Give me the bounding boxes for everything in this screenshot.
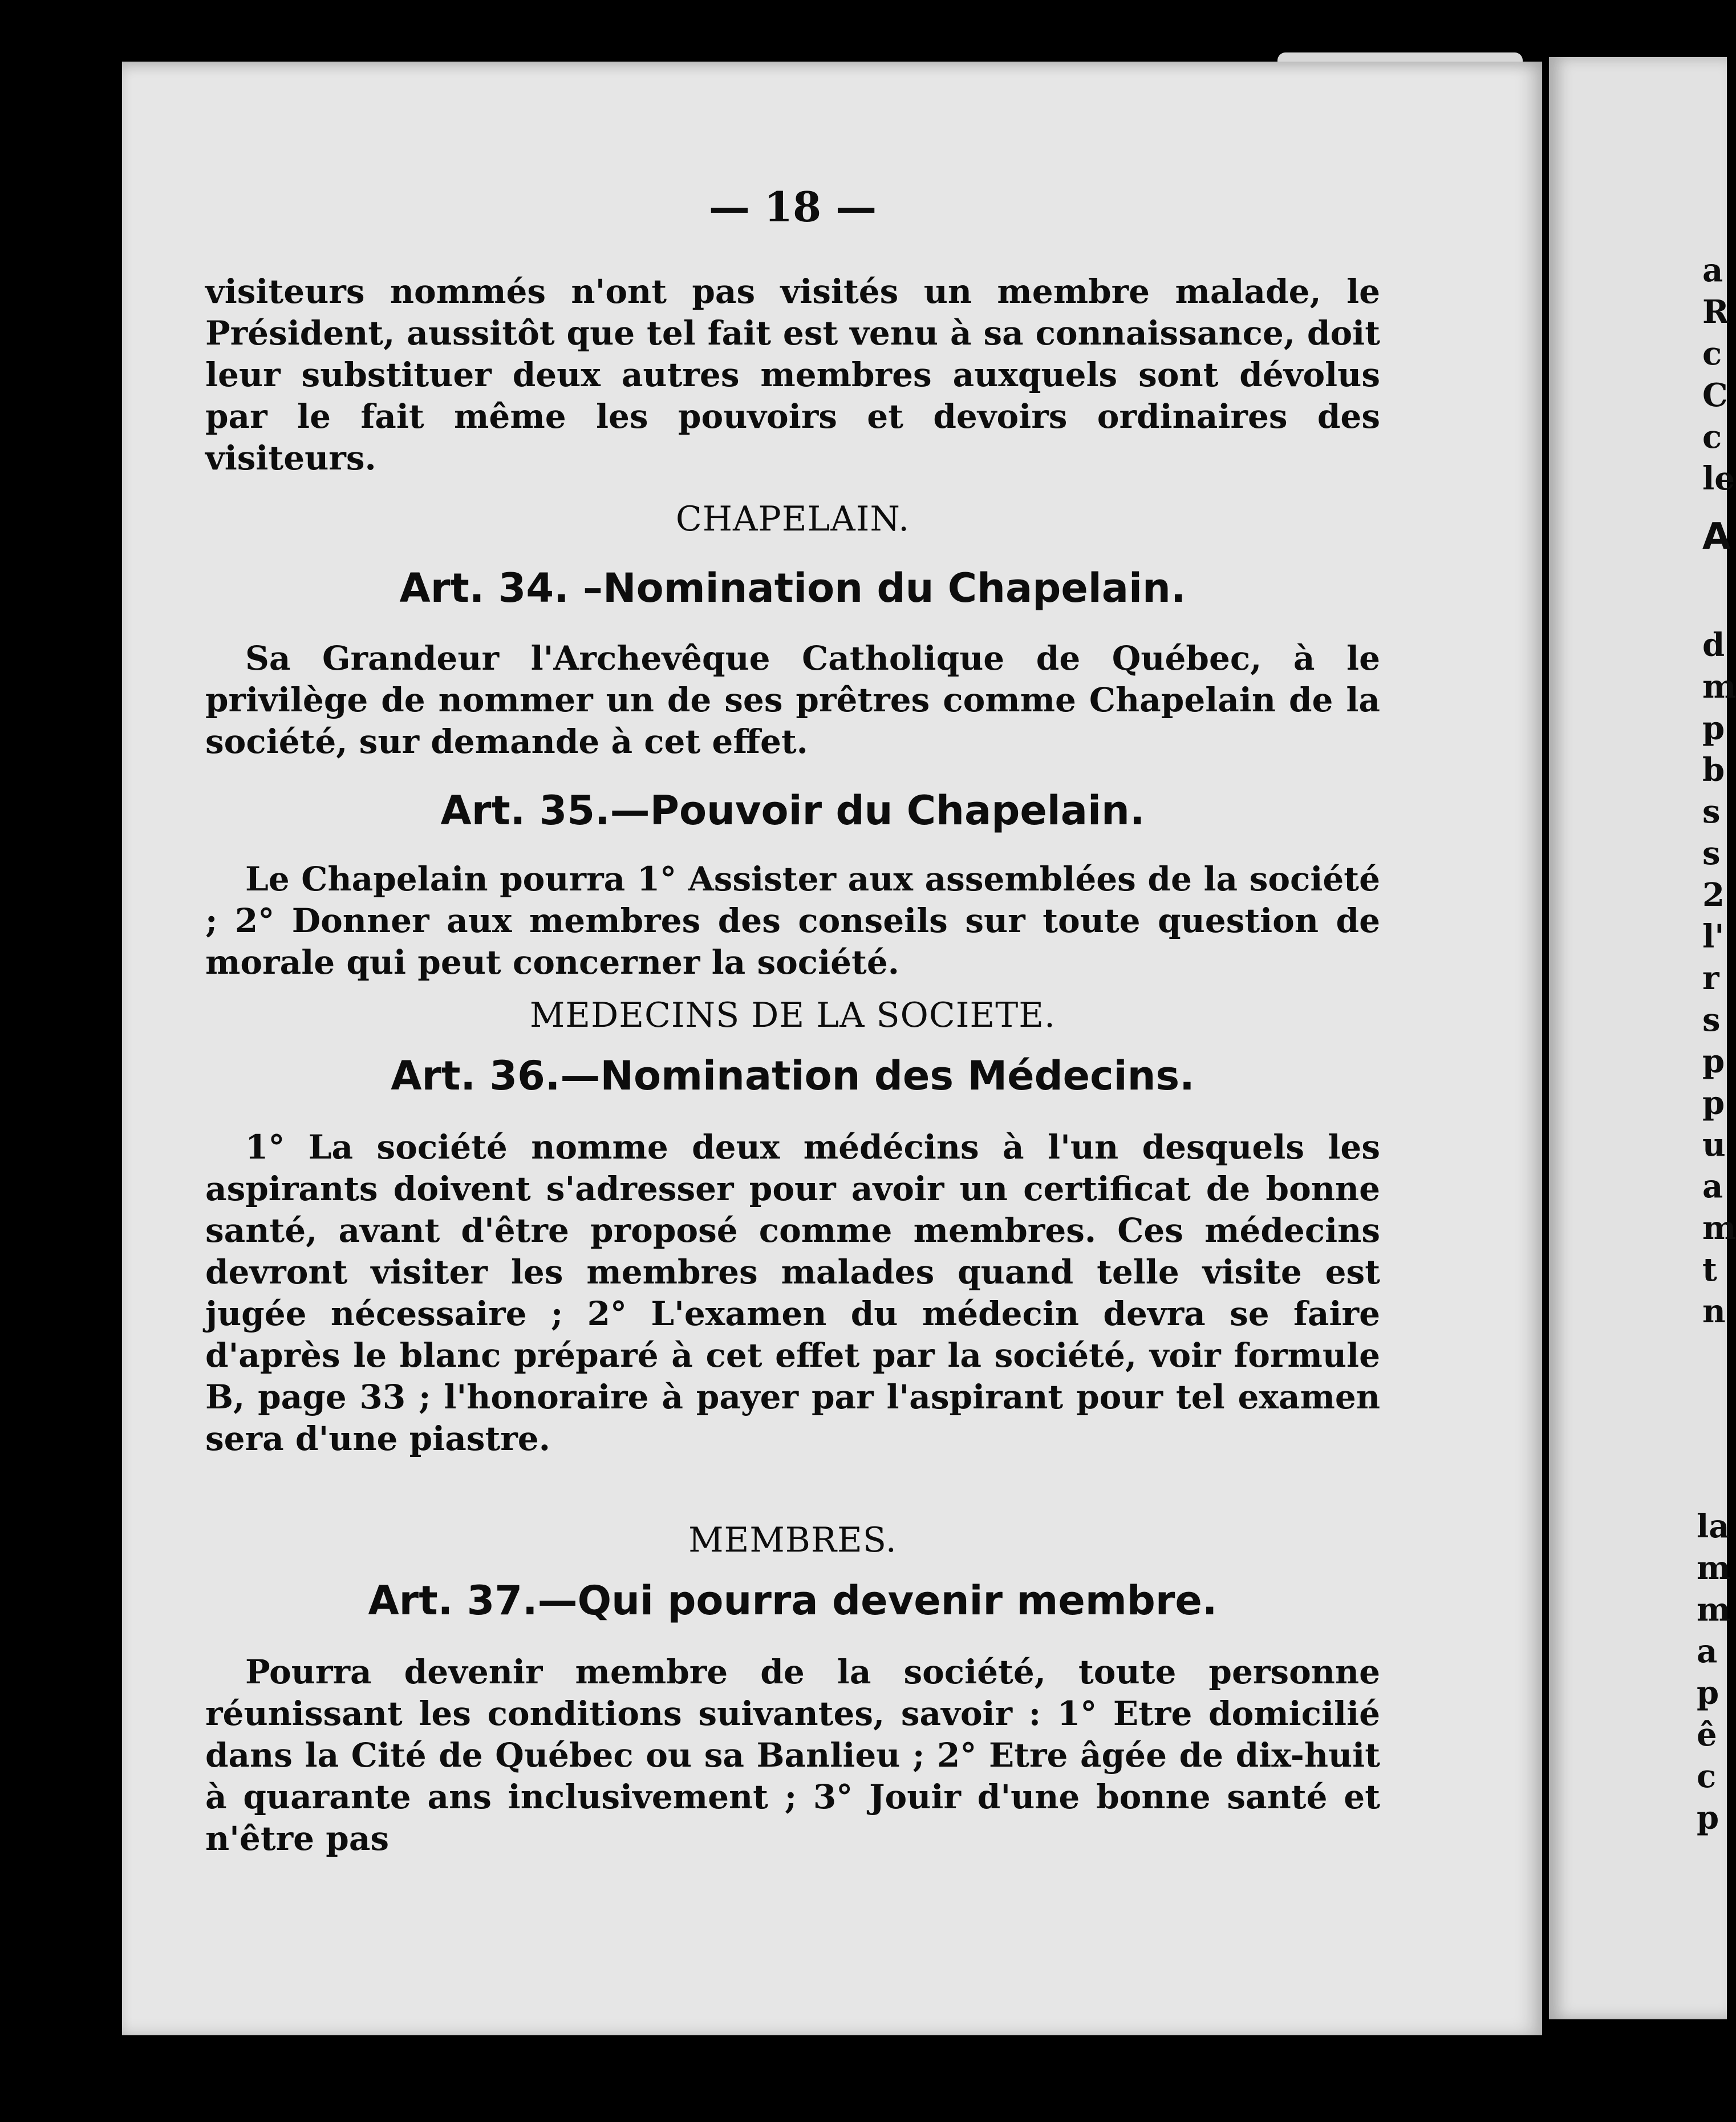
fragment: c [1702, 418, 1722, 456]
fragment: a [1697, 1633, 1718, 1670]
fragment: c [1697, 1757, 1717, 1795]
paragraph-text: visiteurs nommés n'ont pas visités un membre malade, le Président, aussitôt que tel fait est venu à sa connaissance, doit leur substituer deux autres membres auxquels sont dévolus par le fait même les pouvoirs et devoirs ordinaires des visiteurs. [205, 272, 1380, 477]
fragment: la [1697, 1508, 1730, 1545]
section-heading-chapelain: CHAPELAIN. [675, 499, 910, 539]
fragment: n [1702, 1293, 1726, 1330]
fragment: p [1702, 710, 1725, 747]
fragment: b [1702, 751, 1725, 789]
fragment: 2 [1702, 876, 1725, 914]
fragment: l' [1702, 918, 1725, 955]
fragment: u [1702, 1126, 1726, 1164]
paragraph-art35 [205, 858, 1380, 983]
right-page-heading [1702, 516, 1731, 558]
article-heading-35: Art. 35.—Pouvoir du Chapelain. [440, 787, 1145, 834]
paragraph-text: 1° La société nomme deux médécins à l'un desquels les aspirants doivent s'adresser pour avoir un certificat de bonne santé, avant d'être proposé comme membres. Ces médecins devront visiter les membres malades quand telle visite est jugée nécessaire ; 2° L'examen du médecin devra se faire d'après le blanc préparé à cet effet par la société, voir formule B, page 33 ; l'honoraire à payer par l'aspirant pour tel examen sera d'une piastre. [205, 1128, 1380, 1458]
section-heading-medecins: MEDECINS DE LA SOCIETE. [529, 995, 1056, 1035]
article-heading-34: Art. 34. –Nomination du Chapelain. [399, 565, 1186, 612]
fragment: m [1702, 1209, 1736, 1247]
right-page-fragments-middle [1702, 625, 1736, 1333]
fragment: p [1697, 1674, 1719, 1712]
fragment: a [1702, 252, 1723, 289]
article-heading-36: Art. 36.—Nomination des Médecins. [391, 1052, 1195, 1099]
fragment: s [1702, 835, 1721, 872]
paragraph-text: Pourra devenir membre de la société, toute personne réunissant les conditions suivantes, savoir : 1° Etre domicilié dans la Cité de Québec ou sa Banlieu ; 2° Etre âgée de dix-huit à quarante ans inclusivement ; 3° Jouir d'une bonne santé et n'être pas [205, 1653, 1380, 1858]
fragment: t [1702, 1251, 1717, 1289]
fragment: p [1702, 1084, 1725, 1122]
fragment: m [1697, 1549, 1731, 1587]
page-number: — 18 — [708, 183, 877, 231]
fragment: le [1702, 460, 1735, 497]
article-heading-37: Art. 37.—Qui pourra devenir membre. [368, 1577, 1218, 1624]
fragment: A [1702, 516, 1731, 558]
fragment: p [1697, 1799, 1719, 1837]
paragraph-visiteurs [205, 271, 1380, 479]
fragment: s [1702, 793, 1721, 831]
fragment: a [1702, 1168, 1723, 1205]
paragraph-art37 [205, 1651, 1380, 1860]
fragment: m [1697, 1591, 1731, 1629]
paragraph-art36 [205, 1127, 1380, 1460]
paragraph-text: Le Chapelain pourra 1° Assister aux assemblées de la société ; 2° Donner aux membres des conseils sur toute question de morale qui peut concerner la société. [205, 860, 1380, 982]
paragraph-art34 [205, 638, 1380, 763]
section-heading-membres: MEMBRES. [688, 1520, 897, 1560]
right-page-fragments-bottom [1697, 1506, 1731, 1839]
fragment: c [1702, 335, 1722, 372]
fragment: p [1702, 1043, 1725, 1080]
fragment: ê [1697, 1716, 1717, 1754]
fragment: s [1702, 1001, 1721, 1039]
fragment: r [1702, 959, 1719, 997]
fragment: C [1702, 376, 1728, 414]
right-page-fragments-top [1702, 250, 1735, 500]
fragment: d [1702, 626, 1725, 664]
paragraph-text: Sa Grandeur l'Archevêque Catholique de Québec, à le privilège de nommer un de ses prêtres comme Chapelain de la société, sur demande à cet effet. [205, 639, 1380, 761]
fragment: R [1702, 293, 1729, 331]
fragment: m [1702, 668, 1736, 706]
